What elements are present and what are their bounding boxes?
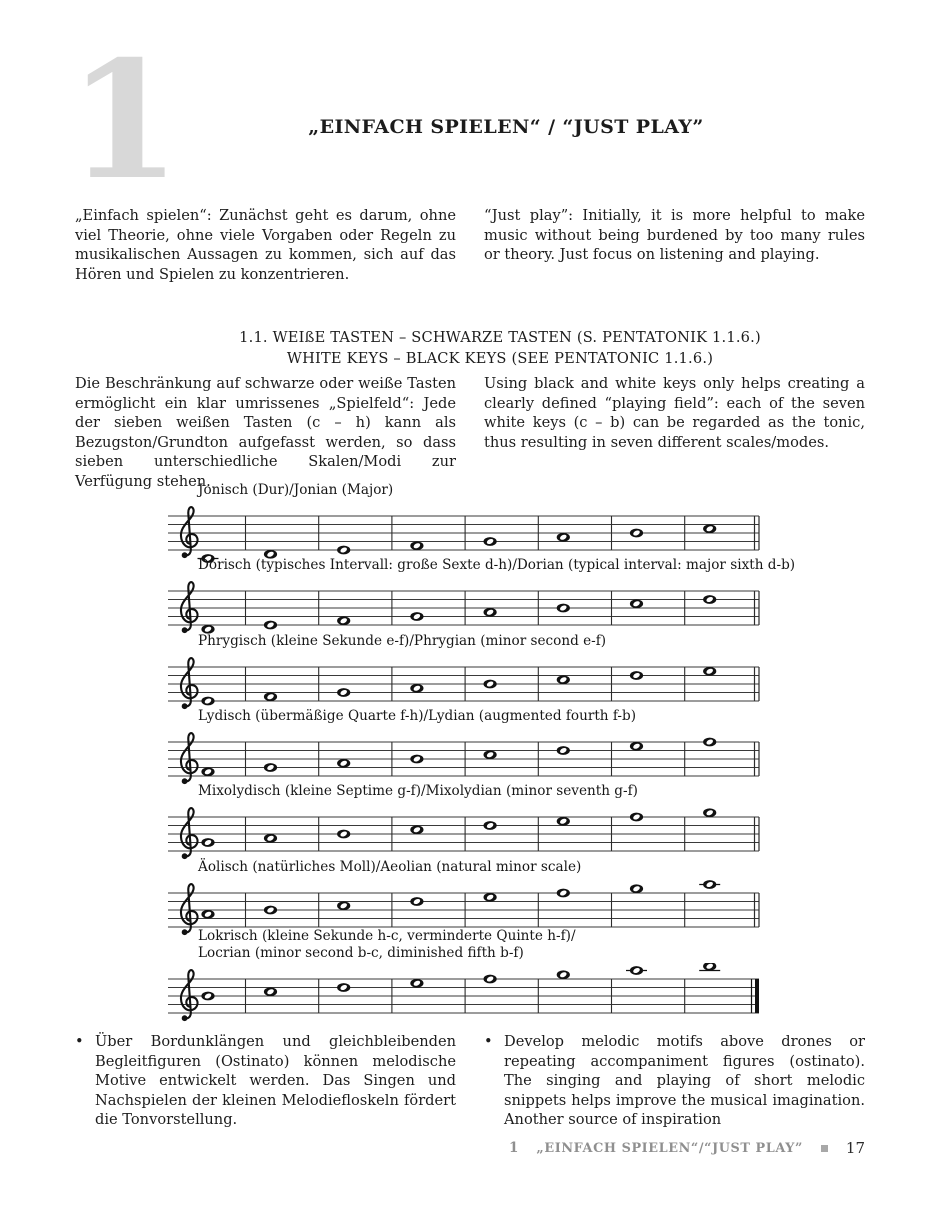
whole-note [703, 524, 716, 533]
whole-note [557, 970, 570, 979]
whole-note [630, 529, 643, 538]
whole-note [264, 692, 277, 701]
whole-note [557, 675, 570, 684]
whole-note [337, 546, 350, 555]
whole-note [557, 746, 570, 755]
whole-note [337, 901, 350, 910]
whole-note [484, 680, 497, 689]
whole-note [557, 604, 570, 613]
whole-note [703, 808, 716, 817]
whole-note [484, 975, 497, 984]
scale-label-aeolian: Äolisch (natürliches Moll)/Aeolian (natural minor scale) [198, 859, 582, 875]
whole-note [410, 684, 423, 693]
whole-note [201, 838, 214, 847]
whole-note [630, 742, 643, 751]
intro-german: „Einfach spielen“: Zunächst geht es darum, ohne viel Theorie, ohne viele Vorgaben oder Regeln zu musikalischen Aussagen zu kommen, sich auf das Hören und Spielen zu konzentrieren. [75, 207, 456, 283]
scale-block-locrian [168, 928, 760, 1027]
whole-note [264, 906, 277, 915]
whole-note [337, 616, 350, 625]
bullet-german-text: Über Bordunklängen und gleichbleibenden Begleitfiguren (Ostinato) können melodische Motive entwickelt werden. Das Singen und Nachspielen der kleinen Melodiefloskeln fördert die Tonvorstellung. [95, 1033, 456, 1129]
whole-note [484, 893, 497, 902]
whole-note [699, 880, 720, 889]
whole-note [264, 834, 277, 843]
bullet-english [484, 1032, 865, 1130]
body-german: Die Beschränkung auf schwarze oder weiße Tasten ermöglicht ein klar umrissenes „Spielfeld“: Jede der sieben weißen Tasten (c – h) kann als Bezugston/Grundton aufgefasst werden, so dass sieben unterschiedliche Skalen/Modi zur Verfügung stehen. [75, 375, 456, 490]
footer-chapter-number: 1 [509, 1140, 519, 1156]
footer-running-title: „EINFACH SPIELEN“/“JUST PLAY” [536, 1140, 803, 1156]
whole-note [626, 966, 647, 975]
whole-note [410, 612, 423, 621]
whole-note [630, 599, 643, 608]
whole-note [410, 541, 423, 550]
bullet-english-text: Develop melodic motifs above drones or repeating accompaniment figures (ostinato). The singing and playing of short melodic snippets helps improve the musical imagination. Another source of inspiration [504, 1033, 865, 1129]
bullet-german [75, 1032, 456, 1130]
intro-english: “Just play”: Initially, it is more helpful to make music without being burdened by too many rules or theory. Just focus on listening and playing. [484, 207, 865, 264]
whole-note [410, 755, 423, 764]
scale-label-phrygian: Phrygisch (kleine Sekunde e-f)/Phrygian (minor second e-f) [198, 633, 607, 649]
whole-note [699, 963, 720, 971]
staff-phrygian [168, 651, 760, 715]
page-footer [75, 1139, 865, 1157]
whole-note [484, 537, 497, 546]
whole-note [557, 817, 570, 826]
scale-label-jonian: Jonisch (Dur)/Jonian (Major) [198, 482, 394, 498]
footer-page-number: 17 [845, 1139, 865, 1157]
whole-note [703, 738, 716, 747]
section-heading [0, 327, 940, 369]
whole-note [264, 763, 277, 772]
scale-label-lydian: Lydisch (übermäßige Quarte f-h)/Lydian (augmented fourth f-b) [198, 708, 637, 724]
scale-block-dorian [168, 557, 796, 639]
scale-block-mixolydian [168, 783, 760, 865]
body-paragraphs [75, 374, 865, 492]
whole-note [484, 821, 497, 830]
whole-note [201, 697, 214, 706]
scale-label2-locrian: Locrian (minor second b-c, diminished fifth b-f) [198, 945, 524, 961]
footer-square-icon [821, 1145, 828, 1152]
whole-note [264, 621, 277, 630]
staff-jonian [168, 500, 760, 564]
whole-note [201, 992, 214, 1001]
whole-note [201, 767, 214, 776]
whole-note [337, 983, 350, 992]
staff-locrian [168, 963, 760, 1027]
staff-mixolydian [168, 801, 760, 865]
whole-note [410, 897, 423, 906]
whole-note [337, 688, 350, 697]
whole-note [484, 608, 497, 617]
whole-note [557, 533, 570, 542]
whole-note [410, 979, 423, 988]
whole-note [703, 667, 716, 676]
scale-block-jonian [168, 482, 760, 564]
scale-label-locrian: Lokrisch (kleine Sekunde h-c, verminderte Quinte h-f)/ [198, 928, 576, 944]
bullet-icon: • [75, 1033, 84, 1050]
staff-lydian [168, 726, 760, 790]
whole-note [264, 987, 277, 996]
page-title: „EINFACH SPIELEN“ / “JUST PLAY” [308, 116, 704, 138]
scale-label-dorian: Dorisch (typisches Intervall: große Sexte d-h)/Dorian (typical interval: major sixth d-b) [198, 557, 796, 573]
whole-note [484, 750, 497, 759]
bullet-icon: • [484, 1033, 493, 1050]
intro-paragraphs [75, 206, 865, 284]
section-heading-english: WHITE KEYS – BLACK KEYS (SEE PENTATONIC 1.1.6.) [286, 350, 714, 367]
section-heading-german: 1.1. WEIßE TASTEN – SCHWARZE TASTEN (S. PENTATONIK 1.1.6.) [239, 329, 761, 346]
whole-note [703, 595, 716, 604]
scale-label-mixolydian: Mixolydisch (kleine Septime g-f)/Mixolydian (minor seventh g-f) [198, 783, 638, 799]
scale-block-phrygian [168, 633, 760, 715]
whole-note [557, 889, 570, 898]
whole-note [337, 759, 350, 768]
whole-note [201, 910, 214, 919]
whole-note [337, 830, 350, 839]
whole-note [630, 671, 643, 680]
whole-note [630, 813, 643, 822]
body-english: Using black and white keys only helps creating a clearly defined “playing field”: each of the seven white keys (c – b) can be regarded as the tonic, thus resulting in seven different scales/modes. [484, 375, 865, 451]
final-barline-thick [755, 979, 759, 1013]
scale-block-lydian [168, 708, 760, 790]
whole-note [410, 825, 423, 834]
staff-dorian [168, 575, 760, 639]
bullet-paragraphs [75, 1032, 865, 1130]
chapter-number: 1 [68, 26, 181, 216]
whole-note [630, 884, 643, 893]
